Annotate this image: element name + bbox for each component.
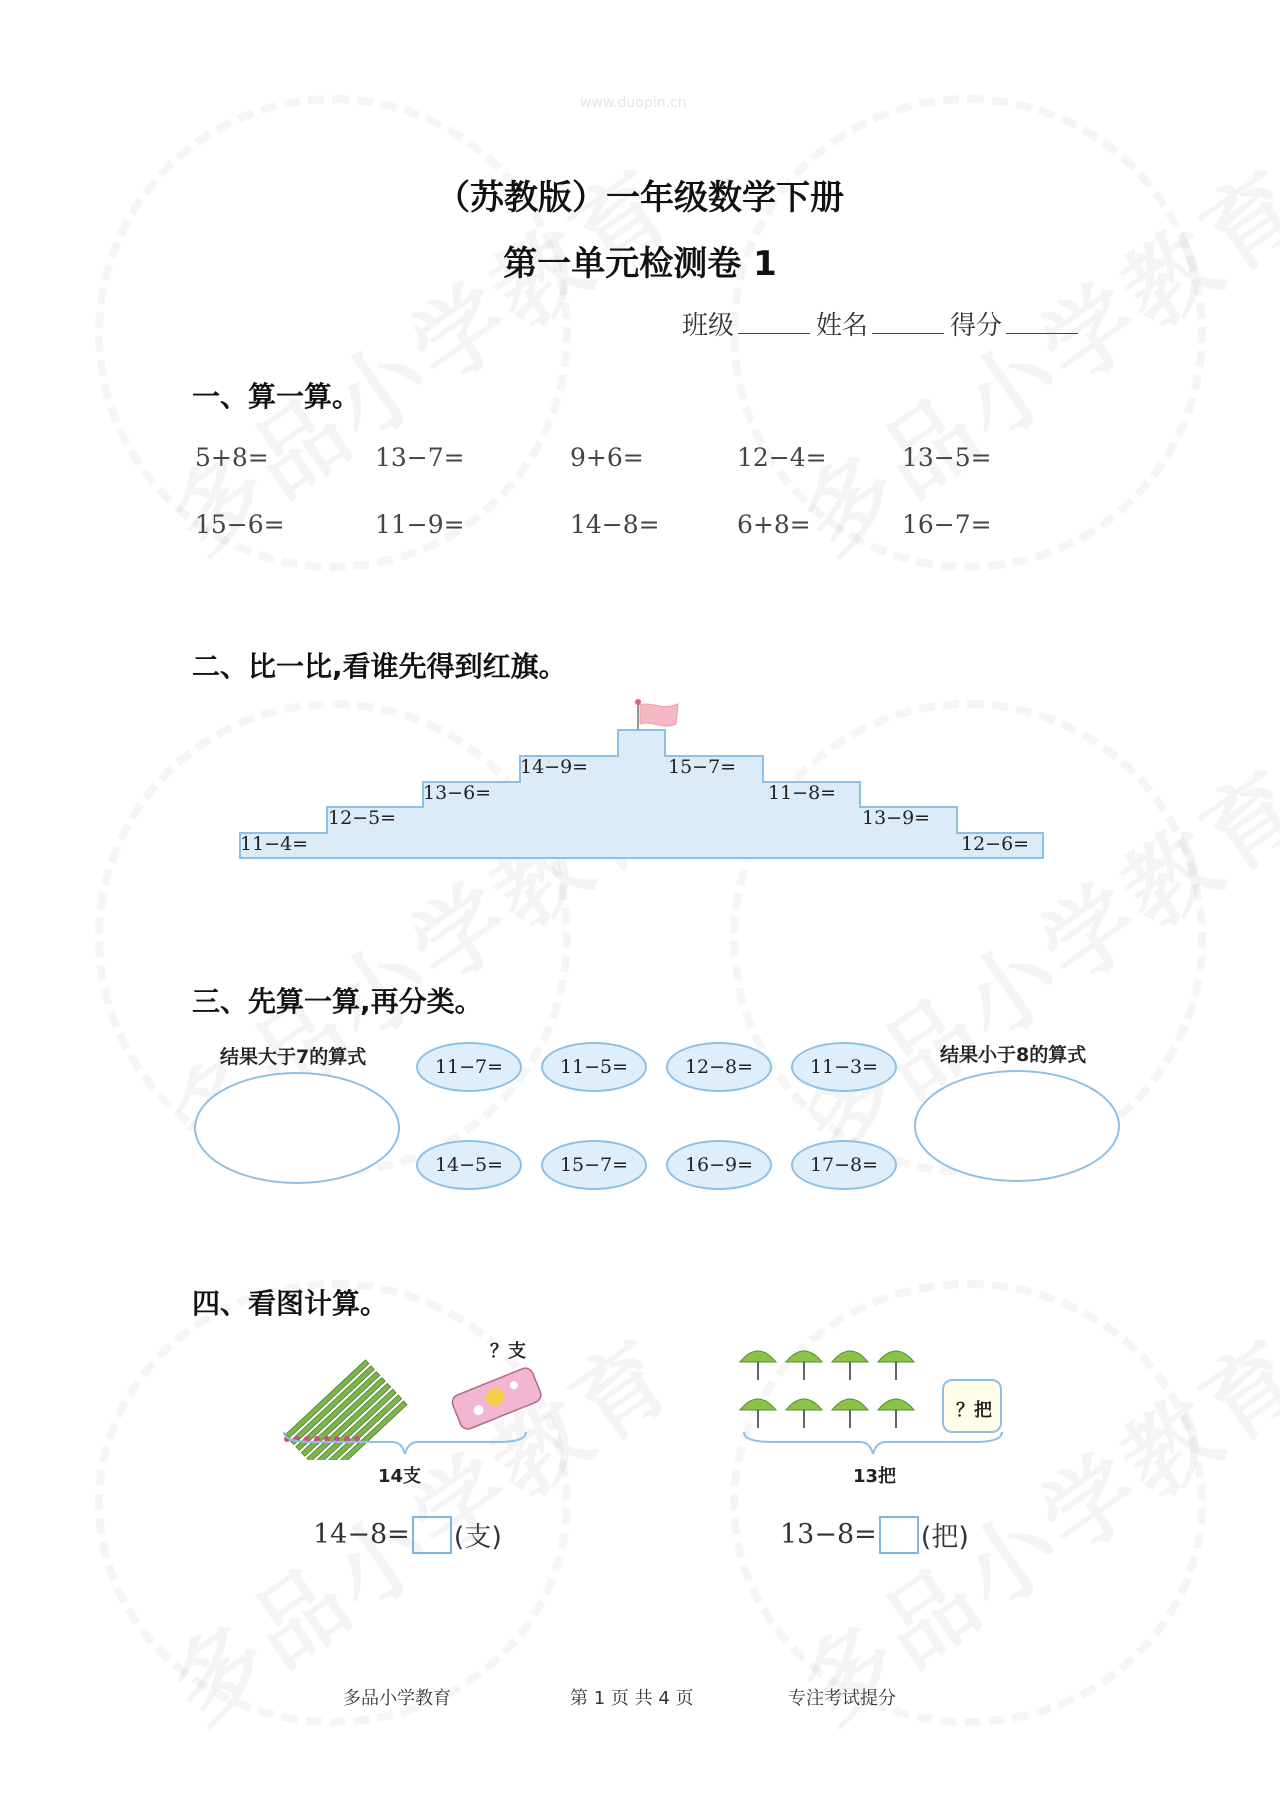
umbrella-question-label: ？把 bbox=[956, 1400, 992, 1421]
equation: 5+8= bbox=[195, 443, 269, 472]
greater-than-7-label: 结果大于7的算式 bbox=[220, 1046, 367, 1068]
left-calculation bbox=[313, 1515, 502, 1554]
pencil-total-label: 14支 bbox=[378, 1466, 422, 1487]
expression-pill[interactable] bbox=[791, 1042, 897, 1092]
footer-page-number: 第 1 页 共 4 页 bbox=[570, 1688, 694, 1709]
page-title: （苏教版）一年级数学下册 bbox=[436, 178, 844, 218]
footer-slogan: 专注考试提分 bbox=[788, 1688, 896, 1709]
section-1-title: 一、算一算。 bbox=[192, 380, 361, 413]
expression-text: 15−7= bbox=[559, 1154, 629, 1176]
section-2-title: 二、比一比,看谁先得到红旗。 bbox=[192, 650, 567, 683]
flag-pole-top bbox=[635, 699, 641, 705]
less-than-8-label: 结果小于8的算式 bbox=[940, 1044, 1087, 1066]
pencil-case bbox=[450, 1366, 543, 1432]
score-label: 得分 bbox=[950, 311, 1003, 341]
name-blank[interactable] bbox=[872, 311, 944, 334]
expression-text: 12−8= bbox=[684, 1056, 754, 1078]
umbrella-row-1 bbox=[740, 1351, 914, 1380]
expression-pill[interactable] bbox=[666, 1140, 772, 1190]
left-unit: (支) bbox=[453, 1522, 502, 1553]
expression-text: 16−9= bbox=[684, 1154, 754, 1176]
equation: 13−7= bbox=[375, 443, 465, 472]
left-brace bbox=[282, 1430, 528, 1460]
expression-pill[interactable] bbox=[416, 1042, 522, 1092]
step-label: 12−5= bbox=[328, 807, 397, 829]
class-blank[interactable] bbox=[738, 311, 810, 334]
expression-pill[interactable] bbox=[666, 1042, 772, 1092]
expression-pill[interactable] bbox=[416, 1140, 522, 1190]
section-4-title: 四、看图计算。 bbox=[192, 1287, 389, 1320]
section-3-title: 三、先算一算,再分类。 bbox=[192, 985, 483, 1018]
expression-pill[interactable] bbox=[541, 1042, 647, 1092]
staircase-shape bbox=[240, 730, 1043, 858]
umbrella-row-2 bbox=[740, 1399, 914, 1428]
step-label: 15−7= bbox=[668, 756, 737, 778]
right-unit: (把) bbox=[920, 1522, 969, 1553]
umbrella-total-label: 13把 bbox=[853, 1466, 897, 1487]
equation: 16−7= bbox=[902, 510, 992, 539]
expression-text: 11−5= bbox=[559, 1056, 629, 1078]
left-expression: 14−8= bbox=[313, 1519, 410, 1550]
equation: 6+8= bbox=[737, 510, 811, 539]
right-brace bbox=[742, 1430, 1004, 1460]
equation: 11−9= bbox=[375, 510, 465, 539]
class-label: 班级 bbox=[682, 311, 735, 341]
equation: 9+6= bbox=[570, 443, 644, 472]
expression-text: 17−8= bbox=[809, 1154, 879, 1176]
umbrellas-illustration bbox=[735, 1340, 1035, 1440]
staircase-diagram bbox=[0, 690, 1280, 890]
equation: 15−6= bbox=[195, 510, 285, 539]
step-label: 12−6= bbox=[961, 833, 1030, 855]
step-label: 13−6= bbox=[423, 782, 492, 804]
greater-than-7-oval[interactable] bbox=[194, 1072, 400, 1184]
equation: 13−5= bbox=[902, 443, 992, 472]
equation: 12−4= bbox=[737, 443, 827, 472]
watermark-url: www.duopin.cn bbox=[580, 95, 687, 111]
expression-text: 14−5= bbox=[434, 1154, 504, 1176]
less-than-8-oval[interactable] bbox=[914, 1070, 1120, 1182]
name-label: 姓名 bbox=[816, 311, 869, 341]
pencil-question-label: ？支 bbox=[490, 1341, 526, 1362]
right-calculation bbox=[780, 1515, 969, 1554]
equation: 14−8= bbox=[570, 510, 660, 539]
step-label: 14−9= bbox=[520, 756, 589, 778]
step-label: 13−9= bbox=[862, 807, 931, 829]
student-info-fields bbox=[682, 305, 1084, 342]
expression-text: 11−7= bbox=[434, 1056, 504, 1078]
red-flag bbox=[640, 704, 678, 726]
page-subtitle: 第一单元检测卷 1 bbox=[503, 244, 777, 284]
expression-text: 11−3= bbox=[809, 1056, 879, 1078]
right-expression: 13−8= bbox=[780, 1519, 877, 1550]
answer-box[interactable] bbox=[879, 1516, 919, 1554]
watermark-ring bbox=[95, 95, 571, 571]
footer-brand: 多品小学教育 bbox=[343, 1688, 451, 1709]
answer-box[interactable] bbox=[412, 1516, 452, 1554]
step-label: 11−8= bbox=[768, 782, 837, 804]
expression-pill[interactable] bbox=[791, 1140, 897, 1190]
expression-pill[interactable] bbox=[541, 1140, 647, 1190]
score-blank[interactable] bbox=[1006, 311, 1078, 334]
step-label: 11−4= bbox=[240, 833, 309, 855]
